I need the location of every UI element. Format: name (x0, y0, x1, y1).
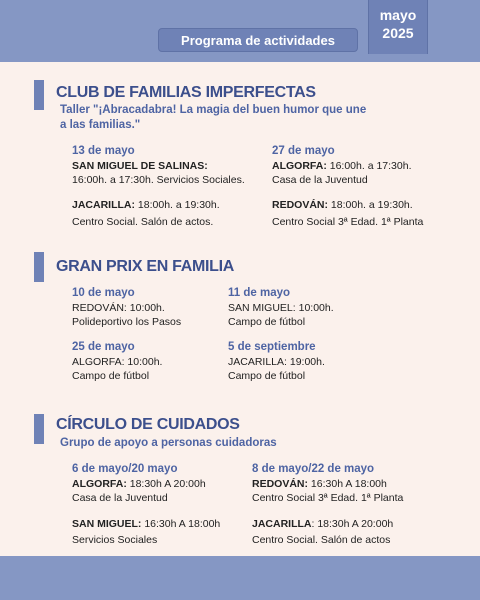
event-time: REDOVÁN: 18:00h. a 19:30h. (272, 199, 413, 211)
event-date: 10 de mayo (72, 287, 135, 299)
event-place: SAN MIGUEL DE SALINAS: (72, 160, 208, 172)
event-detail: Centro Social 3ª Edad. 1ª Planta (272, 216, 424, 228)
event-date: 27 de mayo (272, 145, 335, 157)
subtitle-line: Taller "¡Abracadabra! La magia del buen humor que une (60, 104, 367, 116)
section-subtitle-club (60, 103, 366, 133)
event-block (272, 144, 472, 229)
event-detail: Campo de fútbol (228, 316, 306, 328)
event-detail: Casa de la Juventud (72, 492, 168, 504)
event-block (228, 286, 428, 329)
event-time: JACARILLA: 18:30h A 20:00h (252, 518, 394, 530)
event-detail: Centro Social. Salón de actos. (72, 216, 214, 228)
section-marker (34, 414, 44, 444)
event-time: JACARILLA: 18:00h. a 19:30h. (72, 199, 220, 211)
event-block (72, 144, 272, 229)
date-badge (368, 0, 428, 54)
section-title-gran-prix: GRAN PRIX EN FAMILIA (56, 258, 235, 275)
event-date: 13 de mayo (72, 145, 135, 157)
event-detail: Campo de fútbol (228, 370, 306, 382)
footer-band (0, 556, 480, 600)
event-block (228, 340, 428, 383)
event-block (72, 340, 222, 383)
month-label: mayo (379, 7, 417, 23)
event-block (252, 462, 472, 547)
event-time: REDOVÁN: 10:00h. (72, 302, 165, 314)
program-title-badge: Programa de actividades (158, 28, 358, 52)
subtitle-line: a las familias." (60, 119, 141, 131)
event-time: REDOVÁN: 16:30h A 18:00h (252, 478, 387, 490)
section-title-club: CLUB DE FAMILIAS IMPERFECTAS (56, 84, 316, 101)
event-detail: Casa de la Juventud (272, 174, 368, 186)
event-detail: Centro Social 3ª Edad. 1ª Planta (252, 492, 404, 504)
event-detail: Centro Social. Salón de actos (252, 534, 391, 546)
event-time: SAN MIGUEL: 10:00h. (228, 302, 334, 314)
event-block (72, 286, 222, 329)
event-detail: 16:00h. a 17:30h. Servicios Sociales. (72, 174, 245, 186)
section-subtitle-circulo: Grupo de apoyo a personas cuidadoras (60, 437, 277, 449)
event-time: SAN MIGUEL: 16:30h A 18:00h (72, 518, 221, 530)
event-detail: Polideportivo los Pasos (72, 316, 182, 328)
event-date: 5 de septiembre (228, 341, 316, 353)
activities-card (0, 62, 480, 556)
event-block (72, 462, 252, 547)
section-title-circulo: CÍRCULO DE CUIDADOS (56, 416, 240, 433)
event-date: 11 de mayo (228, 287, 291, 299)
event-detail: Campo de fútbol (72, 370, 150, 382)
event-time: ALGORFA: 16:00h. a 17:30h. (272, 160, 412, 172)
event-time: ALGORFA: 18:30h A 20:00h (72, 478, 206, 490)
event-date: 6 de mayo/20 mayo (72, 463, 178, 475)
event-detail: Servicios Sociales (72, 534, 158, 546)
event-time: JACARILLA: 19:00h. (228, 356, 325, 368)
section-marker (34, 80, 44, 110)
section-marker (34, 252, 44, 282)
event-date: 8 de mayo/22 de mayo (252, 463, 375, 475)
event-date: 25 de mayo (72, 341, 135, 353)
year-label: 2025 (382, 25, 414, 41)
event-time: ALGORFA: 10:00h. (72, 356, 163, 368)
